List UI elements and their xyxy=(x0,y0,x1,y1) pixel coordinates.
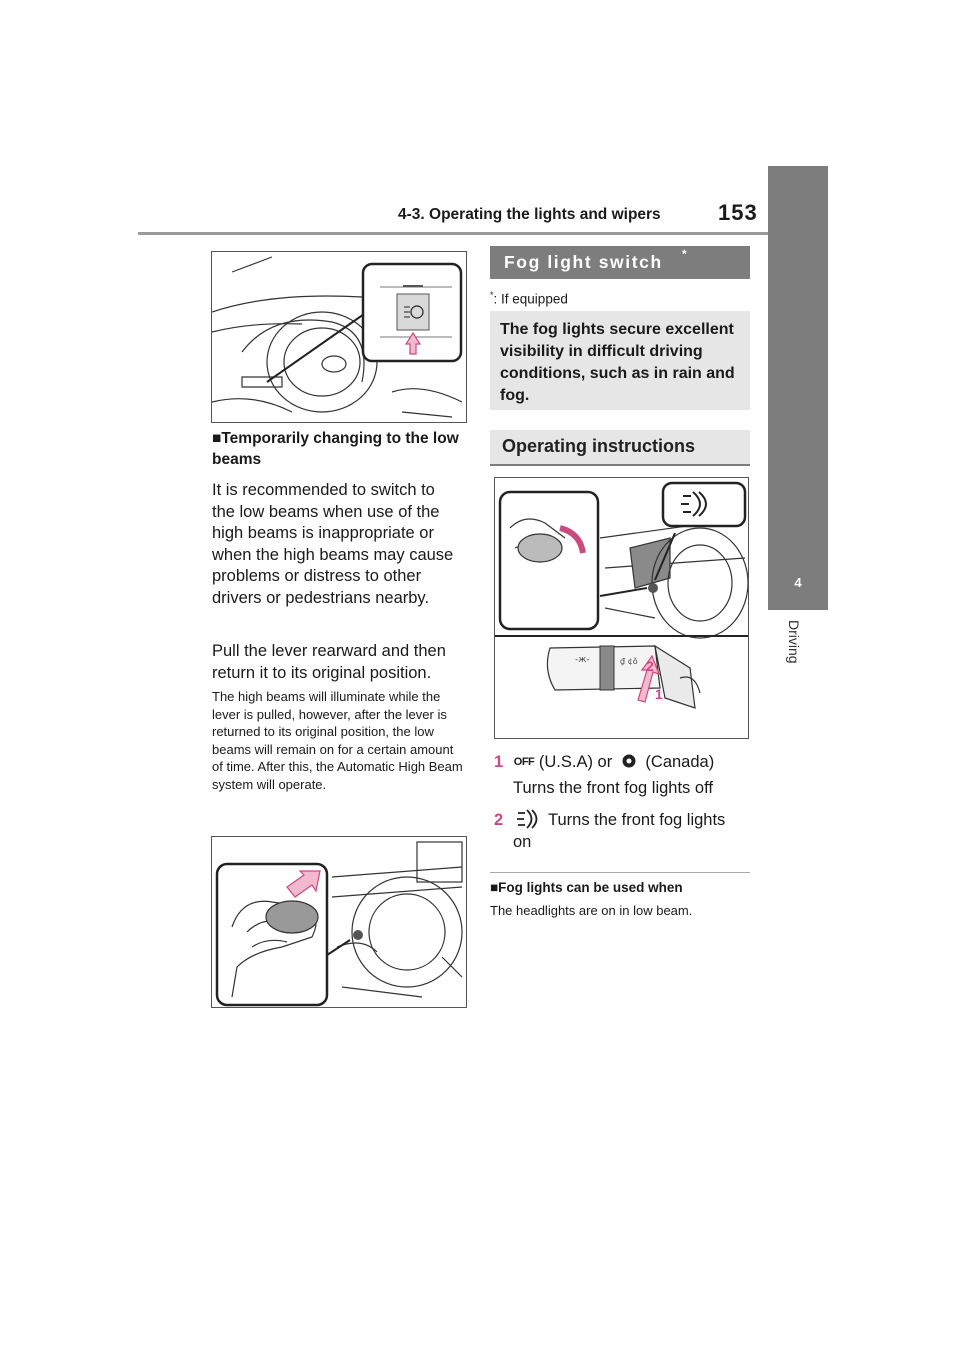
item-1-text-a: (U.S.A) or xyxy=(538,753,613,771)
page-number: 153 xyxy=(718,200,758,225)
footnote-marker: * xyxy=(682,247,687,261)
item-1-text-b: (Canada) xyxy=(645,753,715,771)
lever-line-drawing xyxy=(212,837,466,1007)
fog-switch-line-drawing xyxy=(495,478,748,738)
item-1 xyxy=(494,752,754,774)
canada-fog-off-icon xyxy=(620,753,638,769)
fog-light-bullet-text: The headlights are on in low beam. xyxy=(490,903,693,918)
item-2-description: Turns the front fog lights on xyxy=(513,811,726,851)
chapter-tab xyxy=(768,166,828,610)
footnote: *: If equipped xyxy=(490,290,568,307)
footnote-text: If equipped xyxy=(501,291,568,307)
operating-instructions-title: Operating instructions xyxy=(502,436,696,456)
low-beam-paragraph: It is recommended to switch to the low beams when use of the high beams is inappropriate or when the high beams may cause problems or distress to other drivers or pedestrians nearby. xyxy=(212,481,454,607)
header-divider xyxy=(138,232,823,235)
diagram-callout-1: 1 xyxy=(655,686,663,702)
fog-light-intro-box xyxy=(490,311,750,410)
fog-light-section-bar xyxy=(490,246,750,279)
pull-lever-paragraph: Pull the lever rearward and then return it to its original position. xyxy=(212,642,446,682)
high-beam-note: The high beams will illuminate while the lever is pulled, however, after the lever is returned to its original position, the low beams will remain on for a certain amount of time. After this, the Automatic High Beam system will operate. xyxy=(212,689,463,792)
fog-light-intro-text: The fog lights secure excellent visibility in difficult driving conditions, such as in rain and fog. xyxy=(500,321,735,404)
notes-divider xyxy=(490,872,750,873)
diagram-callout-2: 2 xyxy=(646,658,654,674)
chapter-tab-number: 4 xyxy=(794,575,802,590)
operating-instructions-bar xyxy=(490,430,750,466)
pull-lever-illustration xyxy=(211,836,467,1008)
item-2-number: 2 xyxy=(494,811,504,829)
auto-high-beam-dashboard-illustration xyxy=(211,251,467,423)
svg-text:₫ ¢ǒ: ₫ ¢ǒ xyxy=(620,657,638,666)
section-header-title: 4-3. Operating the lights and wipers xyxy=(398,206,661,223)
dashboard-line-drawing xyxy=(212,252,466,422)
low-beam-bullet-heading: ■Temporarily changing to the low beams xyxy=(212,430,459,468)
fog-light-section-title: Fog light switch xyxy=(504,252,663,272)
svg-text:-ж-: -ж- xyxy=(575,655,590,665)
chapter-tab-label: Driving xyxy=(786,620,802,664)
fog-light-switch-diagram xyxy=(494,477,749,739)
item-1-description: Turns the front fog lights off xyxy=(513,779,713,797)
fog-light-bullet-heading: ■Fog lights can be used when xyxy=(490,880,683,895)
off-icon: OFF xyxy=(513,756,535,768)
item-1-number: 1 xyxy=(494,753,504,771)
